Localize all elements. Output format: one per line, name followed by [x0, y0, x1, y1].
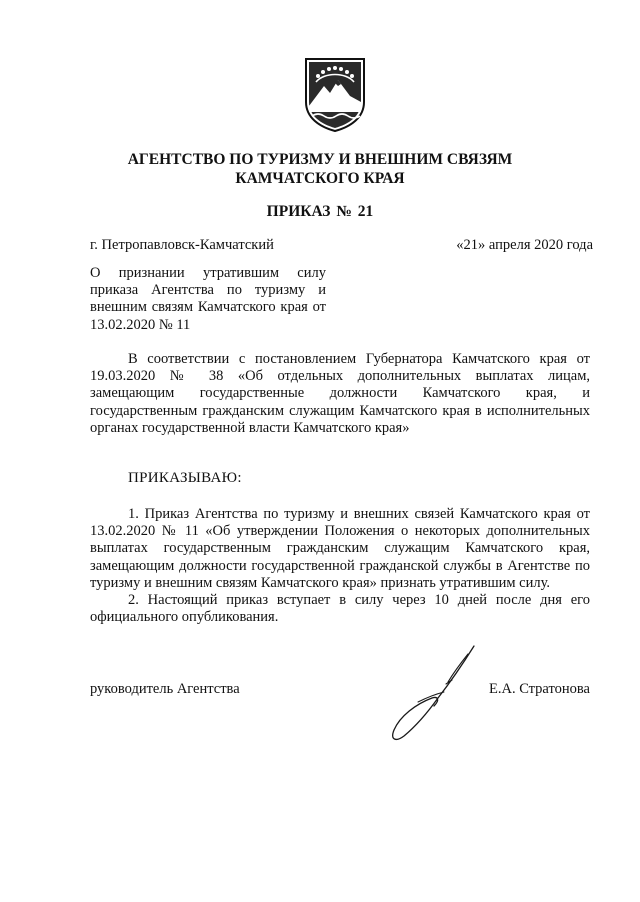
signer-name: Е.А. Стратонова — [488, 681, 590, 697]
organization-title — [60, 150, 580, 188]
order-item: 2. Настоящий приказ вступает в силу через 10 дней после дня его официального опубликования. — [90, 592, 590, 626]
handwritten-signature-icon — [388, 642, 484, 744]
kamchatka-coat-of-arms-icon — [304, 56, 366, 132]
signer-role: руководитель Агентства — [90, 681, 240, 697]
order-item: 1. Приказ Агентства по туризму и внешних связей Камчатского края от 13.02.2020 № 11 «Об утверждении Положения о некоторых дополнительных выплатах государственным гражданским служащим Камчатского края, замещающим должности государственной гражданской службы в Агентстве по туризму и внешним связям Камчатского края» признать утратившим силу. — [90, 506, 590, 591]
order-date: «21» апреля 2020 года — [456, 237, 593, 253]
order-preamble: В соответствии с постановлением Губернатора Камчатского края от 19.03.2020 № 38 «Об отдельных дополнительных выплатах лицам, замещающим государственные должности Камчатского края, и государственным гражданским служащим Камчатского края в исполнительных органах государственной власти Камчатского края» — [90, 351, 590, 436]
decree-word: ПРИКАЗЫВАЮ: — [128, 470, 242, 486]
order-items — [90, 506, 590, 626]
order-subject: О признании утратившим силу приказа Агентства по туризму и внешним связям Камчатского края от 13.02.2020 № 11 — [90, 265, 326, 333]
organization-title-line-1: АГЕНТСТВО ПО ТУРИЗМУ И ВНЕШНИМ СВЯЗЯМ — [127, 151, 513, 168]
order-title: ПРИКАЗ № 21 — [266, 203, 374, 220]
organization-title-line-2: КАМЧАТСКОГО КРАЯ — [235, 170, 405, 187]
order-place: г. Петропавловск-Камчатский — [90, 237, 274, 253]
